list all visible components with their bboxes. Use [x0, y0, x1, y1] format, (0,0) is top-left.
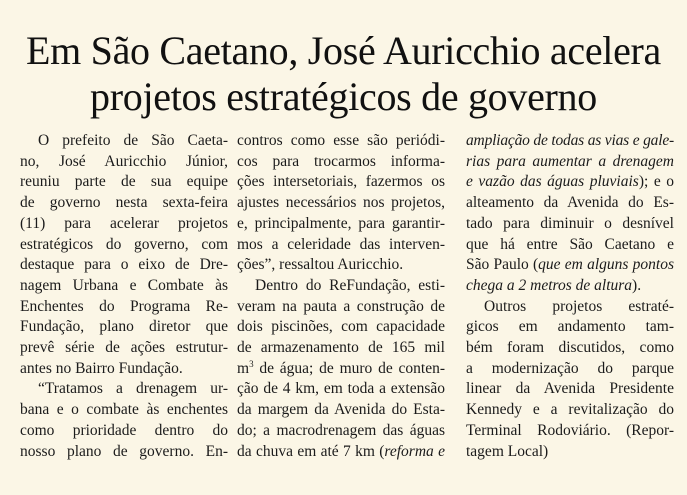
text-line: Outros projetos estraté-: [484, 297, 674, 315]
text-line: da margem da Avenida do Esta-: [237, 401, 445, 419]
text-line: bém foram discutidos, como: [466, 339, 674, 357]
text-line: nosso plano de governo. En-: [20, 442, 228, 460]
text-line: rias para aumentar a drenagem: [466, 152, 674, 170]
text-line: dois piscinões, com capacidade: [237, 318, 445, 336]
text-line: Kennedy e a revitalização do: [466, 401, 674, 419]
text-line: O prefeito de São Caeta-: [38, 132, 228, 149]
text-run: m: [237, 359, 250, 377]
text-line: [466, 276, 674, 297]
text-line: antes no Bairro Fundação.: [20, 359, 183, 377]
text-line: Fundação, plano diretor que: [20, 318, 228, 336]
text-line: contros como esse são periódi-: [237, 132, 445, 149]
text-line: ções intersetoriais, fazermos os: [237, 173, 445, 191]
headline: [0, 28, 687, 120]
text-line: ajustes necessários nos projetos,: [237, 194, 445, 212]
text-line: nagem Urbana e Combate às: [20, 276, 228, 294]
article-column-2: [237, 131, 445, 462]
text-line: ampliação de todas as vias e gale-: [466, 132, 674, 149]
text-line: [466, 255, 674, 276]
italic-run: e vazão das águas pluviais: [466, 173, 639, 191]
text-line: de governo nesta sexta-feira: [20, 194, 228, 212]
text-line: (11) para acelerar projetos: [20, 214, 228, 232]
text-line: destaque para o eixo de Dre-: [20, 256, 228, 274]
text-line: ção de 4 km, em toda a extensão: [237, 380, 445, 398]
text-line: tado para diminuir o desnível: [466, 214, 674, 232]
text-line: mos a celeridade das interven-: [237, 235, 445, 253]
text-line: de armazenamento de 165 mil: [237, 339, 445, 357]
text-run: da chuva em até 7 km (: [237, 442, 385, 460]
text-run: ); e o: [638, 173, 674, 191]
text-line: cos para trocarmos informa-: [237, 152, 445, 170]
text-line: [466, 172, 674, 193]
text-line: [237, 359, 445, 380]
text-line: e, principalmente, para garantir-: [237, 214, 445, 232]
headline-line-1: Em São Caetano, José Auricchio acelera: [25, 28, 662, 73]
italic-run: reforma e: [384, 442, 445, 460]
text-line: ções”, ressaltou Auricchio.: [237, 256, 404, 274]
text-line: Dentro do ReFundação, esti-: [255, 276, 445, 294]
text-line: “Tratamos a drenagem ur-: [38, 380, 228, 398]
text-line: reuniu parte de sua equipe: [20, 173, 228, 191]
headline-line-2: projetos estratégicos de governo: [90, 74, 597, 119]
text-line: como prioridade dentro do: [20, 421, 228, 439]
text-line: gicos em andamento tam-: [466, 318, 674, 336]
article-column-3: [466, 131, 674, 462]
text-line: linear da Avenida Presidente: [466, 380, 674, 398]
article-column-1: [20, 131, 228, 462]
text-line: Enchentes do Programa Re-: [20, 297, 228, 315]
text-line: bana e o combate às enchentes: [20, 401, 228, 419]
text-run: São Paulo (: [466, 256, 539, 274]
text-line: Terminal Rodoviário. (Repor-: [466, 421, 674, 439]
text-run: ).: [632, 276, 642, 294]
text-run: de água; de muro de conten-: [253, 359, 445, 377]
text-line: prevê série de ações estrutur-: [20, 339, 228, 357]
text-line: a modernização do parque: [466, 359, 674, 377]
text-line: [237, 442, 445, 463]
italic-run: chega a 2 metros de altura: [466, 276, 633, 294]
text-line: estratégicos do governo, com: [20, 235, 228, 253]
text-line: no, José Auricchio Júnior,: [20, 152, 228, 170]
text-line: tagem Local): [466, 442, 549, 460]
italic-run: que em alguns pontos: [538, 256, 674, 274]
text-line: que há entre São Caetano e: [466, 235, 674, 253]
superscript: 3: [249, 358, 254, 369]
text-line: veram na pauta a construção de: [237, 297, 445, 315]
text-line: alteamento da Avenida do Es-: [466, 194, 674, 212]
text-line: do; a macrodrenagem das águas: [237, 421, 445, 439]
